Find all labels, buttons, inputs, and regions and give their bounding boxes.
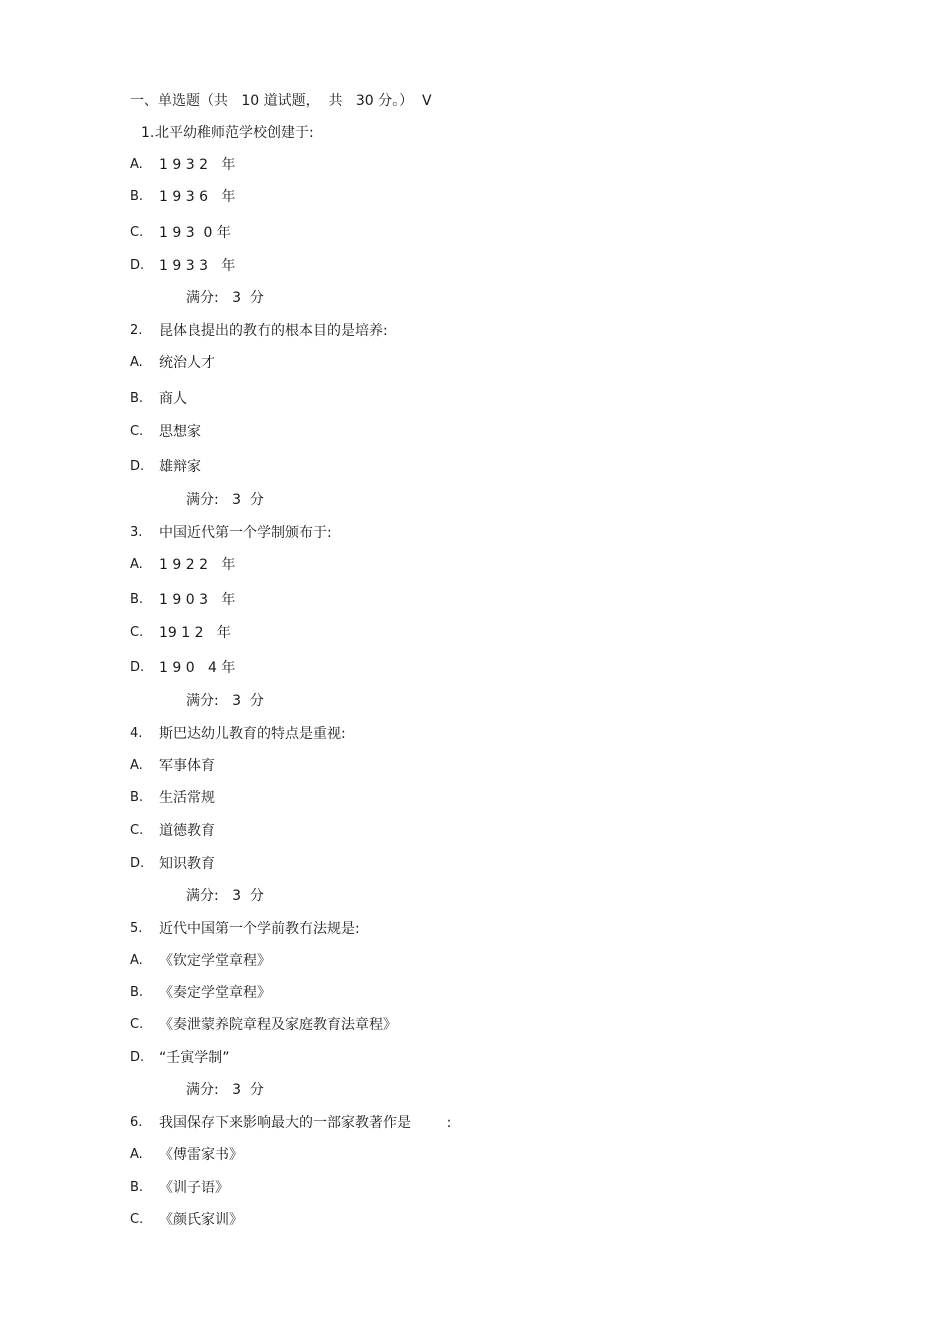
option-label: B. — [130, 189, 144, 204]
option-label: C. — [130, 1212, 144, 1227]
option-text: 《颜氏家训》 — [159, 1212, 243, 1228]
question-number: 2. — [130, 323, 143, 338]
score: 满分: 3 分 — [186, 888, 264, 904]
option-text: 道德教育 — [159, 823, 215, 839]
question-text: 昆体良提出的教冇的根本目的是培养: — [159, 323, 388, 339]
option-label: A. — [130, 557, 143, 572]
option-label: A. — [130, 157, 143, 172]
option-label: B. — [130, 391, 144, 406]
option-text: 雄辩家 — [159, 459, 201, 475]
question-number: 5. — [130, 921, 143, 936]
option-text: 1 9 0 3 年 — [159, 592, 236, 608]
option-text: 1 9 3 3 年 — [159, 258, 236, 274]
option-label: A. — [130, 953, 143, 968]
option-text: 1 9 3 2 年 — [159, 157, 236, 173]
option-label: D. — [130, 459, 145, 474]
score: 满分: 3 分 — [186, 492, 264, 508]
option-text: 1 9 3 6 年 — [159, 189, 236, 205]
question-text: 斯巴达幼儿教育的特点是重视: — [159, 726, 346, 742]
score: 满分: 3 分 — [186, 290, 264, 306]
option-label: C. — [130, 625, 144, 640]
question-text: 我国保存下来影响最大的一部家教著作是 : — [159, 1115, 452, 1131]
option-label: B. — [130, 790, 144, 805]
option-text: 思想家 — [159, 424, 201, 440]
option-text: 《训子语》 — [159, 1180, 229, 1196]
option-label: C. — [130, 823, 144, 838]
option-label: D. — [130, 1050, 145, 1065]
question-text: 近代中国第一个学前教冇法规是: — [159, 921, 360, 937]
question-text: 中国近代第一个学制颁布于: — [159, 525, 332, 541]
option-label: B. — [130, 1180, 144, 1195]
option-text: 《奏定学堂章程》 — [159, 985, 271, 1001]
question-number: 1. — [141, 125, 155, 141]
option-label: C. — [130, 1017, 144, 1032]
option-text: 统治人才 — [159, 355, 215, 371]
score: 满分: 3 分 — [186, 1082, 264, 1098]
option-text: 知识教育 — [159, 856, 215, 872]
option-text: 商人 — [159, 391, 187, 407]
option-text: 1 9 2 2 年 — [159, 557, 236, 573]
option-text: 1 9 0 4 年 — [159, 660, 236, 676]
option-label: C. — [130, 424, 144, 439]
option-text: 《奏泄蒙养院章程及家庭教育法章程》 — [159, 1017, 397, 1033]
option-text: 19 1 2 年 — [159, 625, 231, 641]
option-text: 军事体育 — [159, 758, 215, 774]
score: 满分: 3 分 — [186, 693, 264, 709]
option-label: A. — [130, 355, 143, 370]
question-number: 4. — [130, 726, 143, 741]
option-text: 1 9 3 0 年 — [159, 225, 231, 241]
option-text: 《傅雷家书》 — [159, 1147, 243, 1163]
option-text: 《钦定学堂章程》 — [159, 953, 271, 969]
heading: 一、单选题（共 10 道试题， 共 30 分。） V — [130, 93, 432, 109]
option-label: D. — [130, 258, 145, 273]
option-label: B. — [130, 985, 144, 1000]
option-label: D. — [130, 856, 145, 871]
option-label: D. — [130, 660, 145, 675]
question-text: 北平幼稚师范学校创建于: — [155, 125, 314, 141]
option-label: A. — [130, 758, 143, 773]
option-label: B. — [130, 592, 144, 607]
question-number: 3. — [130, 525, 143, 540]
option-text: “壬寅学制” — [159, 1050, 230, 1066]
option-label: A. — [130, 1147, 143, 1162]
question-number: 6. — [130, 1115, 143, 1130]
option-label: C. — [130, 225, 144, 240]
option-text: 生活常规 — [159, 790, 215, 806]
